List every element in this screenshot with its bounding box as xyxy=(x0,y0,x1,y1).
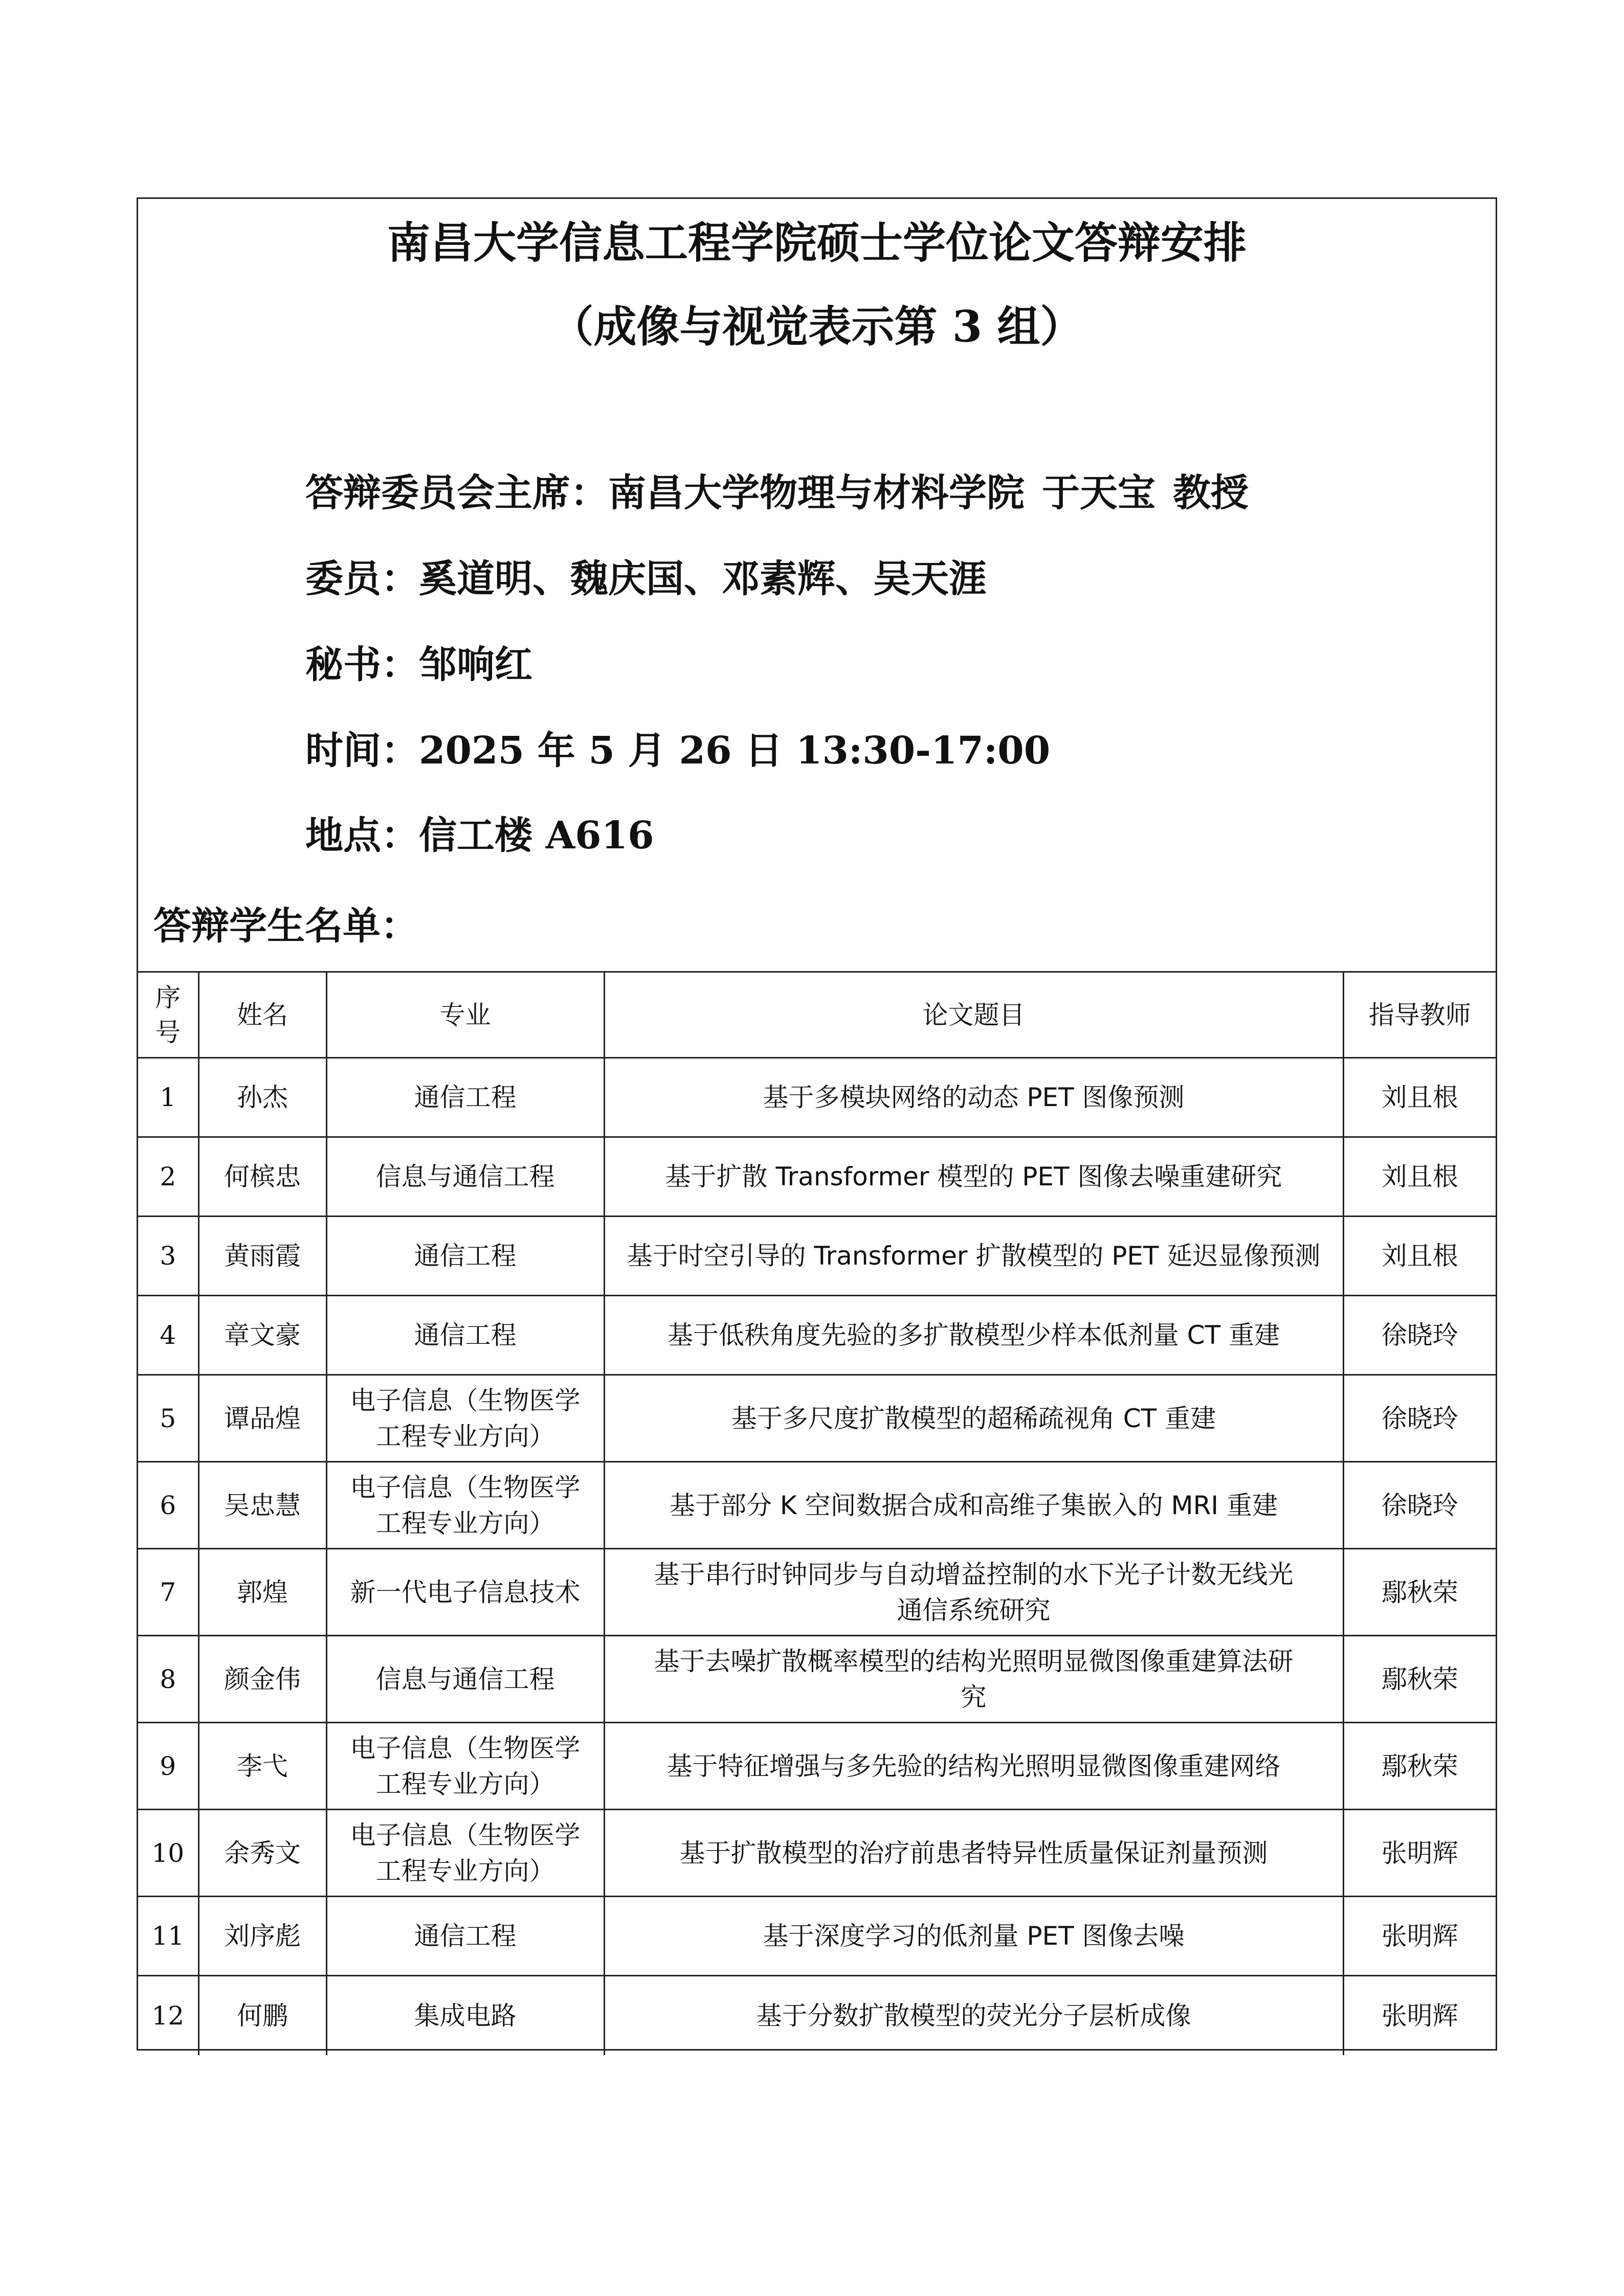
table-row xyxy=(138,1976,1496,2055)
cell-name: 郭煌 xyxy=(198,1549,326,1636)
cell-major: 电子信息（生物医学 工程专业方向） xyxy=(326,1375,604,1462)
table-row xyxy=(138,1897,1496,1976)
cell-name: 章文豪 xyxy=(198,1296,326,1375)
cell-major: 通信工程 xyxy=(326,1897,604,1976)
table-row xyxy=(138,1296,1496,1375)
table-header-row xyxy=(138,972,1496,1058)
time-value: 2025 年 5 月 26 日 13:30-17:00 xyxy=(419,729,1051,773)
cell-name: 何槟忠 xyxy=(198,1137,326,1217)
cell-advisor: 刘且根 xyxy=(1343,1137,1496,1217)
cell-advisor: 徐晓玲 xyxy=(1343,1296,1496,1375)
cell-thesis-title: 基于扩散 Transformer 模型的 PET 图像去噪重建研究 xyxy=(604,1137,1343,1217)
cell-major: 信息与通信工程 xyxy=(326,1636,604,1723)
cell-thesis-title: 基于去噪扩散概率模型的结构光照明显微图像重建算法研 究 xyxy=(604,1636,1343,1723)
chair-label: 答辩委员会主席： xyxy=(305,471,608,515)
place-value: 信工楼 A616 xyxy=(419,814,654,858)
cell-no: 6 xyxy=(138,1462,198,1549)
header-name: 姓名 xyxy=(198,972,326,1058)
committee-members-line xyxy=(305,556,987,602)
cell-advisor: 张明辉 xyxy=(1343,1897,1496,1976)
cell-thesis-title: 基于多尺度扩散模型的超稀疏视角 CT 重建 xyxy=(604,1375,1343,1462)
cell-advisor: 刘且根 xyxy=(1343,1217,1496,1296)
table-row xyxy=(138,1810,1496,1897)
table-row xyxy=(138,1375,1496,1462)
cell-major: 通信工程 xyxy=(326,1217,604,1296)
cell-major: 通信工程 xyxy=(326,1058,604,1137)
cell-thesis-title: 基于多模块网络的动态 PET 图像预测 xyxy=(604,1058,1343,1137)
cell-advisor: 刘且根 xyxy=(1343,1058,1496,1137)
cell-name: 孙杰 xyxy=(198,1058,326,1137)
chair-name: 于天宝 xyxy=(1042,471,1155,515)
cell-thesis-title: 基于部分 K 空间数据合成和高维子集嵌入的 MRI 重建 xyxy=(604,1462,1343,1549)
chair-affiliation: 南昌大学物理与材料学院 xyxy=(608,471,1025,515)
cell-no: 1 xyxy=(138,1058,198,1137)
cell-major: 电子信息（生物医学 工程专业方向） xyxy=(326,1810,604,1897)
committee-chair-line xyxy=(305,470,1249,516)
document-subtitle: （成像与视觉表示第 3 组） xyxy=(550,301,1083,352)
cell-major: 集成电路 xyxy=(326,1976,604,2055)
table-row xyxy=(138,1058,1496,1137)
cell-no: 12 xyxy=(138,1976,198,2055)
time-label: 时间： xyxy=(305,729,419,773)
cell-no: 8 xyxy=(138,1636,198,1723)
student-table xyxy=(138,971,1496,2055)
header-major: 专业 xyxy=(326,972,604,1058)
time-line xyxy=(305,728,1050,774)
cell-major: 电子信息（生物医学 工程专业方向） xyxy=(326,1462,604,1549)
cell-name: 谭品煌 xyxy=(198,1375,326,1462)
cell-advisor: 张明辉 xyxy=(1343,1810,1496,1897)
place-line xyxy=(305,813,654,859)
cell-thesis-title: 基于分数扩散模型的荧光分子层析成像 xyxy=(604,1976,1343,2055)
document-frame xyxy=(137,197,1497,2051)
secretary-label: 秘书： xyxy=(305,643,419,687)
cell-thesis-title: 基于时空引导的 Transformer 扩散模型的 PET 延迟显像预测 xyxy=(604,1217,1343,1296)
cell-no: 10 xyxy=(138,1810,198,1897)
cell-name: 吴忠慧 xyxy=(198,1462,326,1549)
cell-name: 颜金伟 xyxy=(198,1636,326,1723)
cell-thesis-title: 基于特征增强与多先验的结构光照明显微图像重建网络 xyxy=(604,1723,1343,1810)
cell-thesis-title: 基于深度学习的低剂量 PET 图像去噪 xyxy=(604,1897,1343,1976)
header-advisor: 指导教师 xyxy=(1343,972,1496,1058)
cell-no: 2 xyxy=(138,1137,198,1217)
members-names: 奚道明、魏庆国、邓素辉、吴天涯 xyxy=(419,557,987,601)
cell-advisor: 鄢秋荣 xyxy=(1343,1723,1496,1810)
cell-no: 11 xyxy=(138,1897,198,1976)
cell-name: 刘序彪 xyxy=(198,1897,326,1976)
cell-thesis-title: 基于串行时钟同步与自动增益控制的水下光子计数无线光 通信系统研究 xyxy=(604,1549,1343,1636)
student-list-heading: 答辩学生名单： xyxy=(153,904,418,948)
cell-name: 黄雨霞 xyxy=(198,1217,326,1296)
table-row xyxy=(138,1636,1496,1723)
cell-major: 新一代电子信息技术 xyxy=(326,1549,604,1636)
cell-advisor: 鄢秋荣 xyxy=(1343,1549,1496,1636)
table-row xyxy=(138,1137,1496,1217)
cell-thesis-title: 基于扩散模型的治疗前患者特异性质量保证剂量预测 xyxy=(604,1810,1343,1897)
cell-advisor: 徐晓玲 xyxy=(1343,1462,1496,1549)
cell-no: 7 xyxy=(138,1549,198,1636)
cell-name: 余秀文 xyxy=(198,1810,326,1897)
cell-advisor: 徐晓玲 xyxy=(1343,1375,1496,1462)
cell-no: 3 xyxy=(138,1217,198,1296)
table-row xyxy=(138,1723,1496,1810)
cell-major: 电子信息（生物医学 工程专业方向） xyxy=(326,1723,604,1810)
cell-no: 5 xyxy=(138,1375,198,1462)
cell-thesis-title: 基于低秩角度先验的多扩散模型少样本低剂量 CT 重建 xyxy=(604,1296,1343,1375)
secretary-line xyxy=(305,642,532,688)
members-label: 委员： xyxy=(305,557,419,601)
cell-advisor: 鄢秋荣 xyxy=(1343,1636,1496,1723)
table-row xyxy=(138,1462,1496,1549)
cell-no: 9 xyxy=(138,1723,198,1810)
header-thesis-title: 论文题目 xyxy=(604,972,1343,1058)
header-no: 序 号 xyxy=(138,972,198,1058)
cell-major: 信息与通信工程 xyxy=(326,1137,604,1217)
place-label: 地点： xyxy=(305,814,419,858)
cell-no: 4 xyxy=(138,1296,198,1375)
table-row xyxy=(138,1549,1496,1636)
document-title: 南昌大学信息工程学院硕士学位论文答辩安排 xyxy=(387,217,1247,268)
cell-major: 通信工程 xyxy=(326,1296,604,1375)
cell-name: 何鹏 xyxy=(198,1976,326,2055)
table-row xyxy=(138,1217,1496,1296)
secretary-name: 邹响红 xyxy=(419,643,532,687)
chair-title: 教授 xyxy=(1173,471,1249,515)
cell-name: 李弋 xyxy=(198,1723,326,1810)
cell-advisor: 张明辉 xyxy=(1343,1976,1496,2055)
